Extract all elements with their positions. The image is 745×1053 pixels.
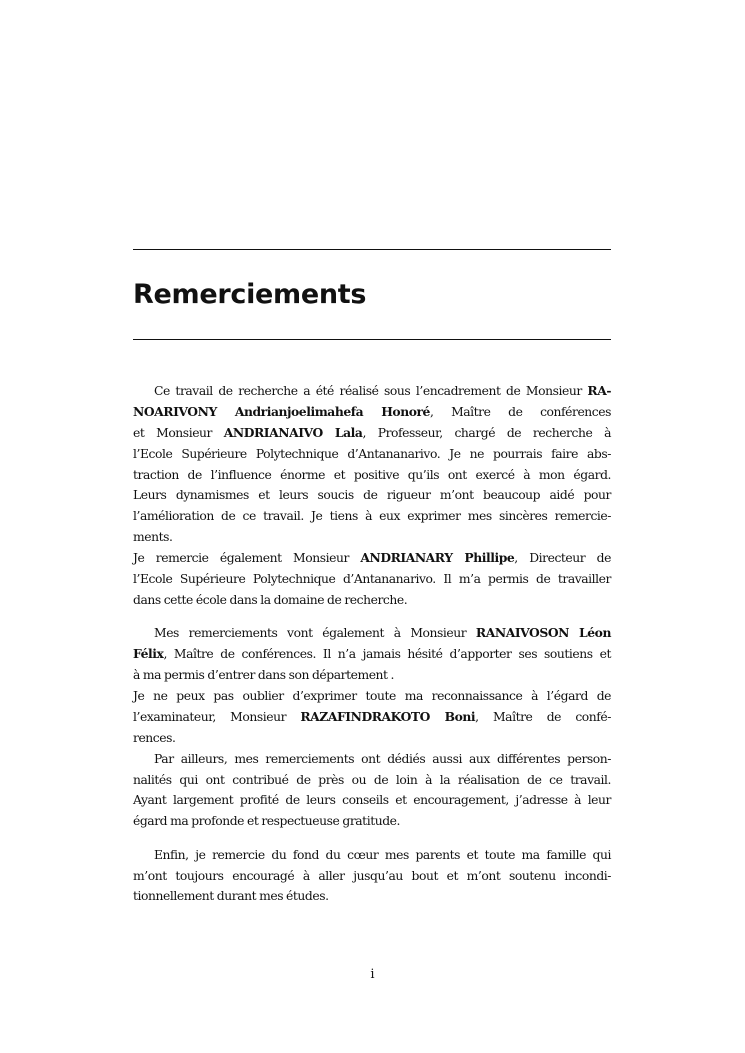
text-line: Je ne peux pas oublier d’exprimer toute ma reconnaissance à l’égard de [133,688,611,703]
text-line: Enfin, je remercie du fond du cœur mes parents et toute ma famille qui [154,847,611,862]
text-line: l’examinateur, Monsieur RAZAFINDRAKOTO Boni, Maître de confé- [133,708,611,724]
text-line: l’amélioration de ce travail. Je tiens à eux exprimer mes sincères remercie- [133,509,611,524]
text-line: égard ma profonde et respectueuse gratitude. [133,814,400,829]
text-line: dans cette école dans la domaine de recherche. [133,592,408,607]
text-line: traction de l’influence énorme et positive qu’ils ont exercé à mon égard. [133,467,611,482]
text-line: à ma permis d’entrer dans son département . [133,668,395,683]
text-line: Par ailleurs, mes remerciements ont dédiés aussi aux différentes person- [154,751,611,766]
text-line: Ce travail de recherche a été réalisé sous l’encadrement de Monsieur RA- [154,383,611,398]
text-line: m’ont toujours encouragé à aller jusqu’au bout et m’ont soutenu incondi- [133,868,611,883]
text-line: rences. [133,730,176,745]
text-line: Je remercie également Monsieur ANDRIANARY Phillipe, Directeur de [133,550,611,566]
text-line: ments. [133,530,173,545]
text-line: NOARIVONY Andrianjoelimahefa Honoré, Maître de conférences [133,403,611,419]
text-line: nalités qui ont contribué de près ou de loin à la réalisation de ce travail. [133,772,611,787]
text-line: Félix, Maître de conférences. Il n’a jamais hésité d’apporter ses soutiens et [133,646,611,662]
text-line: Ayant largement profité de leurs conseils et encouragement, j’adresse à leur [133,793,611,808]
title-rule-top [133,249,611,250]
text-line: l’Ecole Supérieure Polytechnique d’Antananarivo. Je ne pourrais faire abs- [133,446,611,461]
page-title: Remerciements [133,279,367,310]
text-line: et Monsieur ANDRIANAIVO Lala, Professeur, chargé de recherche à [133,424,611,440]
text-line: Mes remerciements vont également à Monsieur RANAIVOSON Léon [154,625,611,641]
page-number: i [370,967,375,982]
title-rule-bottom [133,339,611,340]
text-line: l’Ecole Supérieure Polytechnique d’Antananarivo. Il m’a permis de travailler [133,572,611,587]
body-text [133,381,611,907]
text-line: Leurs dynamismes et leurs soucis de rigueur m’ont beaucoup aidé pour [133,488,611,503]
text-line: tionnellement durant mes études. [133,889,329,904]
